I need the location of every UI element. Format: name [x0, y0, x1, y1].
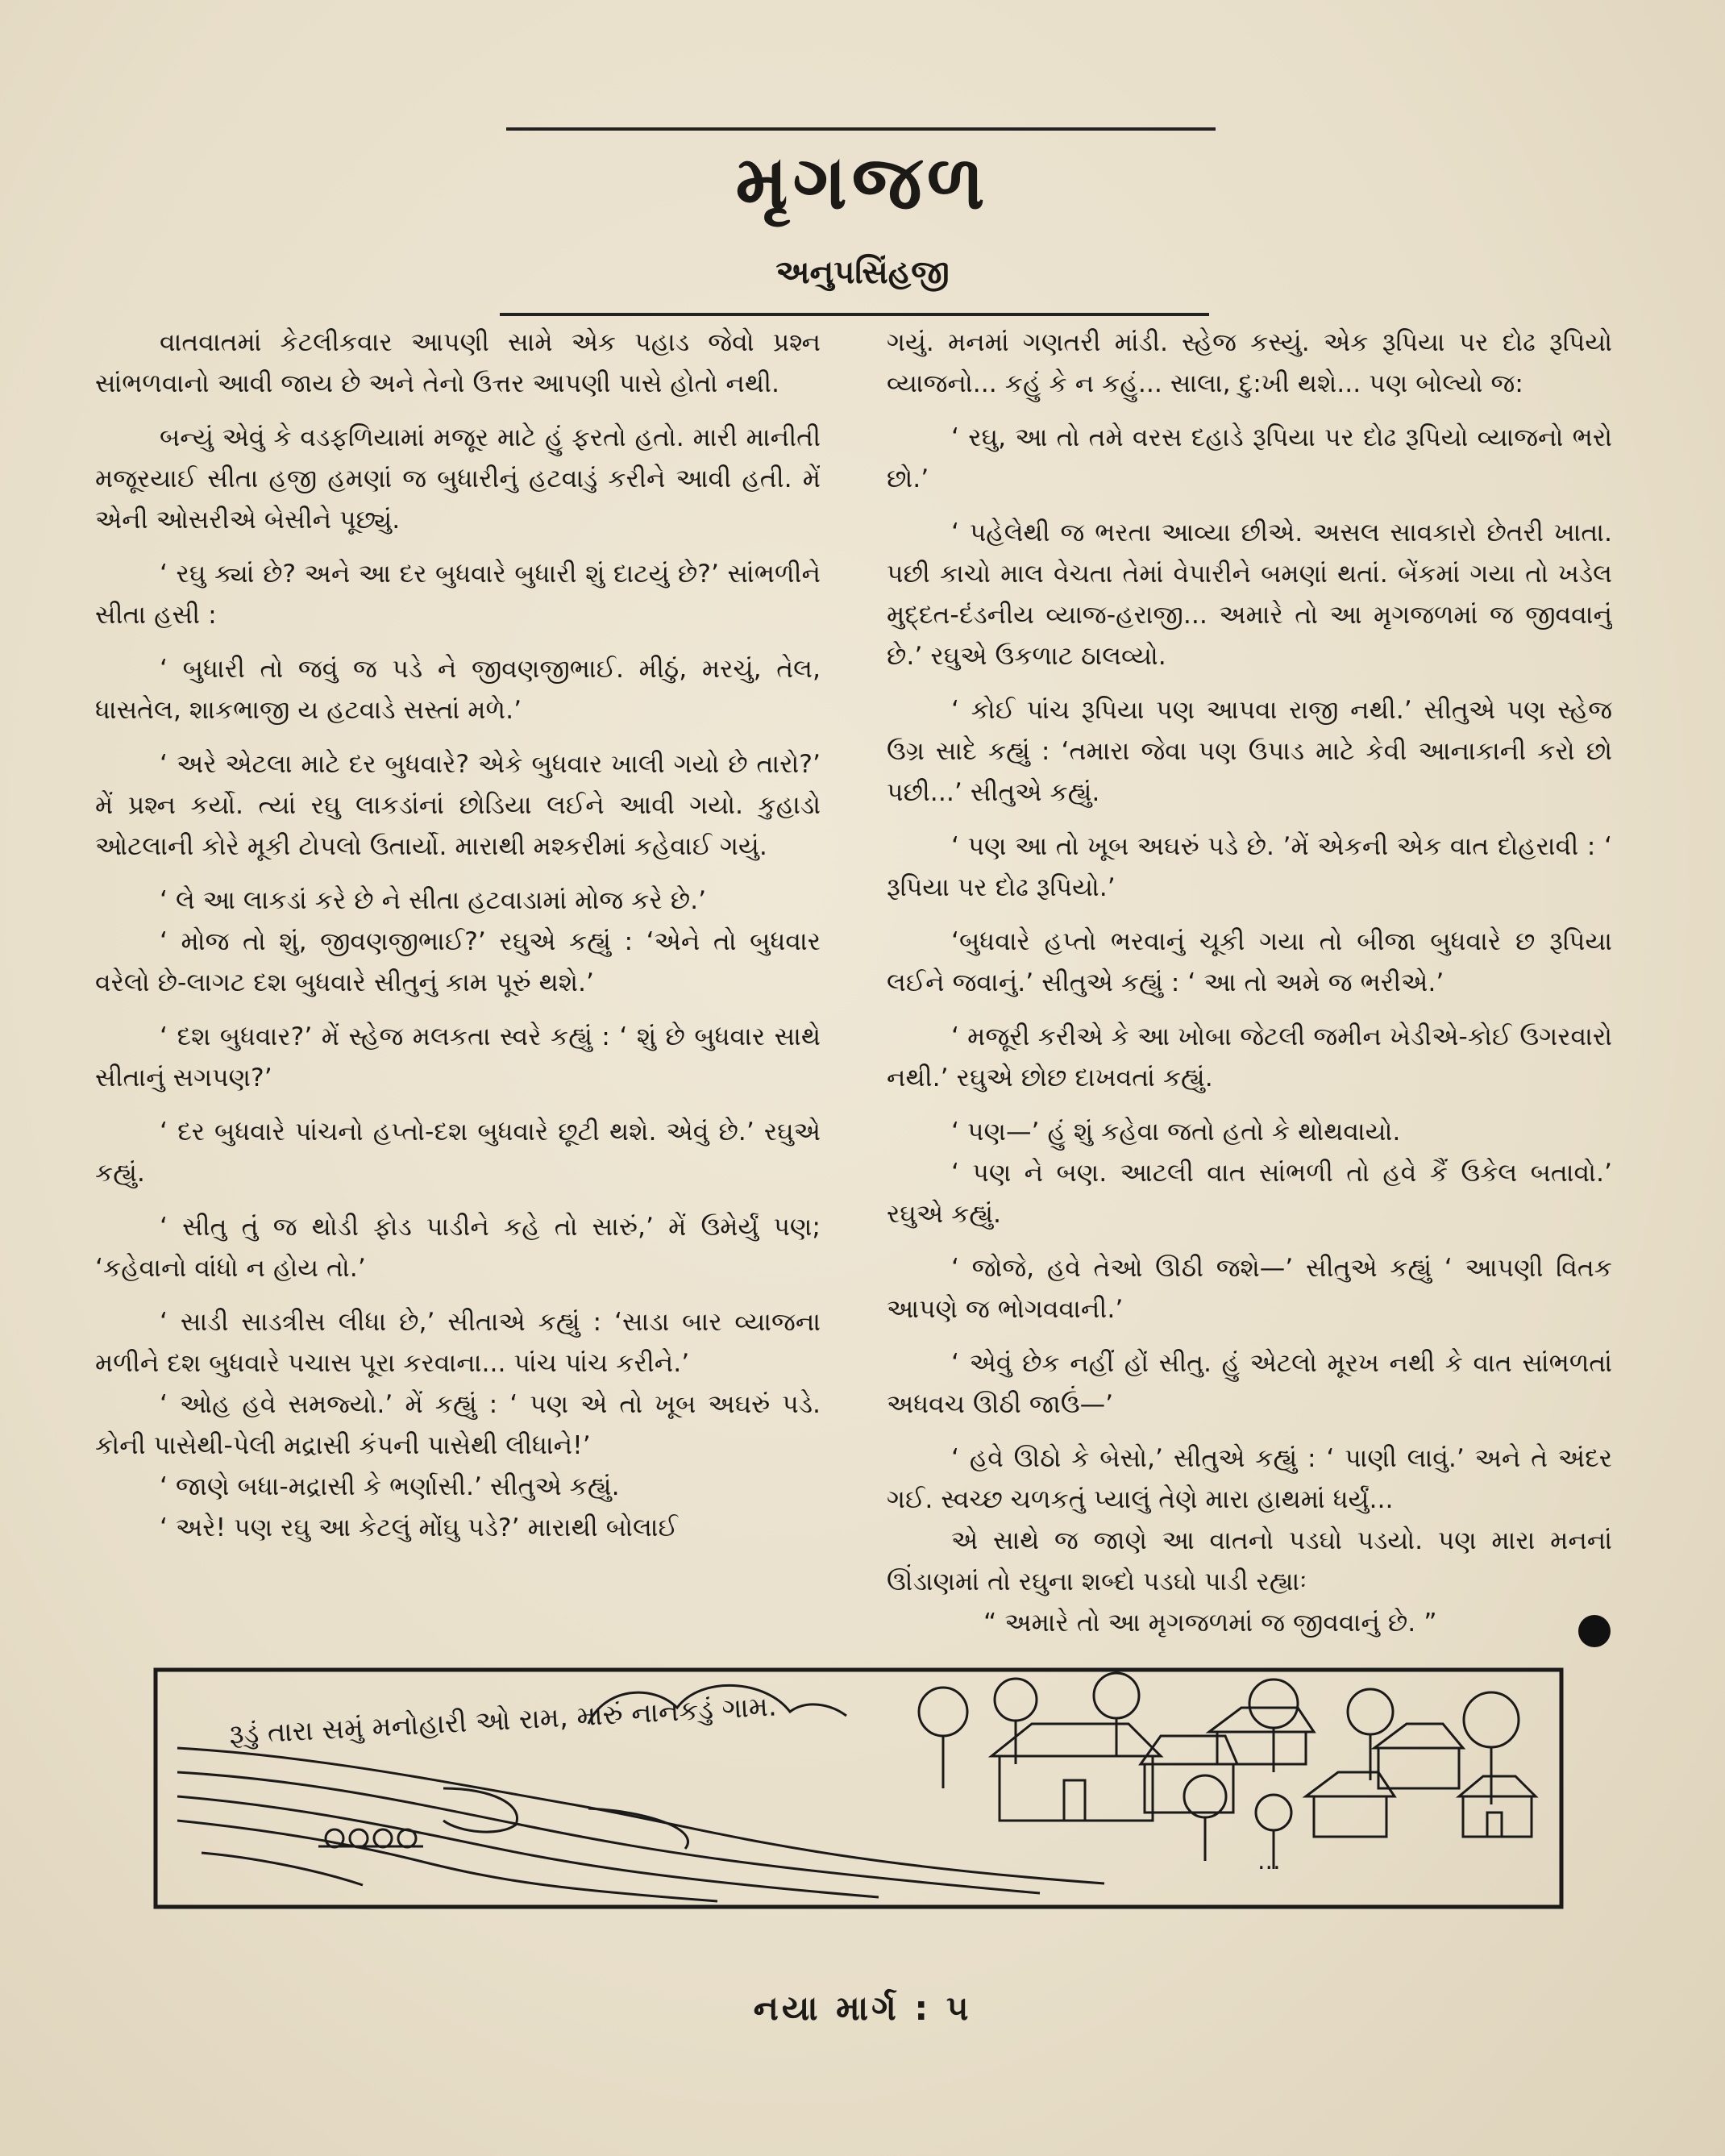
village-sketch	[153, 1667, 1564, 1909]
paragraph: ‘ પણ આ તો ખૂબ અઘરું પડે છે. ’મેં એકની એક વાત દોહરાવી : ‘ રૂપિયા પર દોઢ રૂપિયો.’	[887, 832, 1612, 902]
paragraph: ‘ મોજ તો શું, જીવણજીભાઈ?’ રઘુએ કહ્યું : ‘એને તો બુધવાર વરેલો છે-લાગટ દશ બુધવારે સીતુનું કામ પૂરું થશે.’	[95, 927, 821, 997]
artist-signature: ...	[1257, 1847, 1281, 1875]
paragraph: “ અમારે તો આ મૃગજળમાં જ જીવવાનું છે. ”	[983, 1609, 1437, 1638]
village-illustration	[153, 1667, 1564, 1909]
article-author: અનુપસિંહજી	[775, 254, 950, 291]
paragraph: ‘ અરે એટલા માટે દર બુધવારે? એકે બુધવાર ખાલી ગયો છે તારો?’ મેં પ્રશ્ન કર્યો. ત્યાં રઘુ લાકડાંનાં છોડિયા લઈને આવી ગયો. કુહાડો ઓટલાની કોરે મૂકી ટોપલો ઉતાર્યો. મારાથી મશ્કરીમાં કહેવાઈ ગયું.	[95, 750, 821, 861]
paragraph: ‘ પણ—’ હું શું કહેવા જતો હતો કે થોથવાયો.	[951, 1118, 1401, 1147]
paragraph: ‘ પણ ને બણ. આટલી વાત સાંભળી તો હવે કૈં ઉકેલ બતાવો.’ રઘુએ કહ્યું.	[887, 1159, 1612, 1229]
paragraph: એ સાથે જ જાણે આ વાતનો પડઘો પડયો. પણ મારા મનનાં ઊંડાણમાં તો રઘુના શબ્દો પડઘો પાડી રહ્યાઃ	[887, 1526, 1612, 1596]
page-footer: નયા માર્ગ : ૫	[753, 1988, 972, 2028]
paragraph: ‘ ઓહ હવે સમજ્યો.’ મેં કહ્યું : ‘ પણ એ તો ખૂબ અઘરું પડે. કોની પાસેથી-પેલી મદ્રાસી કંપની પાસેથી લીધાને!’	[95, 1390, 821, 1460]
paragraph: ‘બુધવારે હપ્તો ભરવાનું ચૂકી ગયા તો બીજા બુધવારે છ રૂપિયા લઈને જવાનું.’ સીતુએ કહ્યું : ‘ આ તો અમે જ ભરીએ.’	[887, 927, 1612, 997]
paragraph: ‘ એવું છેક નહીં હોં સીતુ. હું એટલો મૂરખ નથી કે વાત સાંભળતાં અધવચ ઊઠી જાઉં—’	[887, 1349, 1612, 1419]
paragraph: ‘ પહેલેથી જ ભરતા આવ્યા છીએ. અસલ સાવકારો છેતરી ખાતા. પછી કાચો માલ વેચતા તેમાં વેપારીને બમણાં થતાં. બેંકમાં ગયા તો ખડેલ મુદ્દત-દંડનીય વ્યાજ-હરાજી... અમારે તો આ મૃગજળમાં જ જીવવાનું છે.’ રઘુએ ઉકળાટ ઠાલવ્યો.	[887, 518, 1612, 671]
trees	[919, 1673, 1519, 1869]
paragraph: વાતવાતમાં કેટલીકવાર આપણી સામે એક પહાડ જેવો પ્રશ્ન સાંભળવાનો આવી જાય છે અને તેનો ઉત્તર આપણી પાસે હોતો નથી.	[95, 328, 821, 398]
paragraph: ‘ હવે ઊઠો કે બેસો,’ સીતુએ કહ્યું : ‘ પાણી લાવું.’ અને તે અંદર ગઈ. સ્વચ્છ ચળકતું પ્યાલું તેણે મારા હાથમાં ધર્યું...	[887, 1444, 1612, 1514]
river-lines	[177, 1748, 1104, 1901]
paragraph: ‘ બુધારી તો જવું જ પડે ને જીવણજીભાઈ. મીઠું, મરચું, તેલ, ધાસતેલ, શાકભાજી ય હટવાડે સસ્તાં મળે.’	[95, 655, 821, 725]
paragraph: ‘ મજૂરી કરીએ કે આ ખોબા જેટલી જમીન ખેડીએ-કોઈ ઉગરવારો નથી.’ રઘુએ છોછ દાખવતાં કહ્યું.	[887, 1022, 1612, 1093]
paragraph: ‘ જાણે બધા-મદ્રાસી કે ભર્ણાસી.’ સીતુએ કહ્યું.	[160, 1472, 620, 1501]
illustration-caption: રૂડું તારા સમું મનોહારી ઓ રામ, મારું નાનકડું ગામ.	[228, 1690, 778, 1751]
right-column	[887, 323, 1612, 1645]
paragraph: ‘ અરે! પણ રઘુ આ કેટલું મોંઘુ પડે?’ મારાથી બોલાઈ	[160, 1513, 678, 1542]
title-top-rule	[506, 127, 1216, 131]
left-column	[95, 323, 821, 1645]
paragraph: ‘ દશ બુધવાર?’ મેં સ્હેજ મલકતા સ્વરે કહ્યું : ‘ શું છે બુધવાર સાથે સીતાનું સગપણ?’	[95, 1022, 821, 1093]
paragraph: ‘ રઘુ, આ તો તમે વરસ દહાડે રૂપિયા પર દોઢ રૂપિયો વ્યાજનો ભરો છો.’	[887, 423, 1612, 493]
punch-hole	[1578, 1615, 1611, 1647]
title-bottom-rule	[500, 313, 1209, 316]
paragraph: ‘ જોજે, હવે તેઓ ઊઠી જશે—’ સીતુએ કહ્યું ‘ આપણી વિતક આપણે જ ભોગવવાની.’	[887, 1254, 1612, 1324]
paragraph: ‘ રઘુ ક્યાં છે? અને આ દર બુધવારે બુધારી શું દાટયું છે?’ સાંભળીને સીતા હસી :	[95, 560, 821, 630]
paragraph: ‘ લે આ લાકડાં કરે છે ને સીતા હટવાડામાં મોજ કરે છે.’	[160, 886, 707, 915]
article-title: મૃગજળ	[735, 139, 990, 226]
boats	[318, 1829, 423, 1847]
paragraph: ‘ સીતુ તું જ થોડી ફોડ પાડીને કહે તો સારું,’ મેં ઉમેર્યું પણ; ‘કહેવાનો વાંધો ન હોય તો.’	[95, 1213, 821, 1283]
paragraph: ‘ સાડી સાડત્રીસ લીધા છે,’ સીતાએ કહ્યું : ‘સાડા બાર વ્યાજના મળીને દશ બુધવારે પચાસ પૂરા કરવાના... પાંચ પાંચ કરીને.’	[95, 1308, 821, 1378]
houses	[991, 1708, 1536, 1837]
illustration-frame	[156, 1670, 1561, 1907]
paragraph: ‘ કોઈ પાંચ રૂપિયા પણ આપવા રાજી નથી.’ સીતુએ પણ સ્હેજ ઉગ્ર સાદે કહ્યું : ‘તમારા જેવા પણ ઉપાડ માટે કેવી આનાકાની કરો છો પછી...’ સીતુએ કહ્યું.	[887, 696, 1612, 807]
paragraph: ‘ દર બુધવારે પાંચનો હપ્તો-દશ બુધવારે છૂટી થશે. એવું છે.’ રઘુએ કહ્યું.	[95, 1118, 821, 1188]
paragraph: ગયું. મનમાં ગણતરી માંડી. સ્હેજ કસ્યું. એક રૂપિયા પર દોઢ રૂપિયો વ્યાજનો... કહું કે ન કહું... સાલા, દુ:ખી થશે... પણ બોલ્યો જ:	[887, 328, 1612, 398]
paragraph: બન્યું એવું કે વડફળિયામાં મજૂર માટે હું ફરતો હતો. મારી માનીતી મજૂરયાઈ સીતા હજી હમણાં જ બુધારીનું હટવાડું કરીને આવી હતી. મેં એની ઓસરીએ બેસીને પૂછ્યું.	[95, 423, 821, 535]
